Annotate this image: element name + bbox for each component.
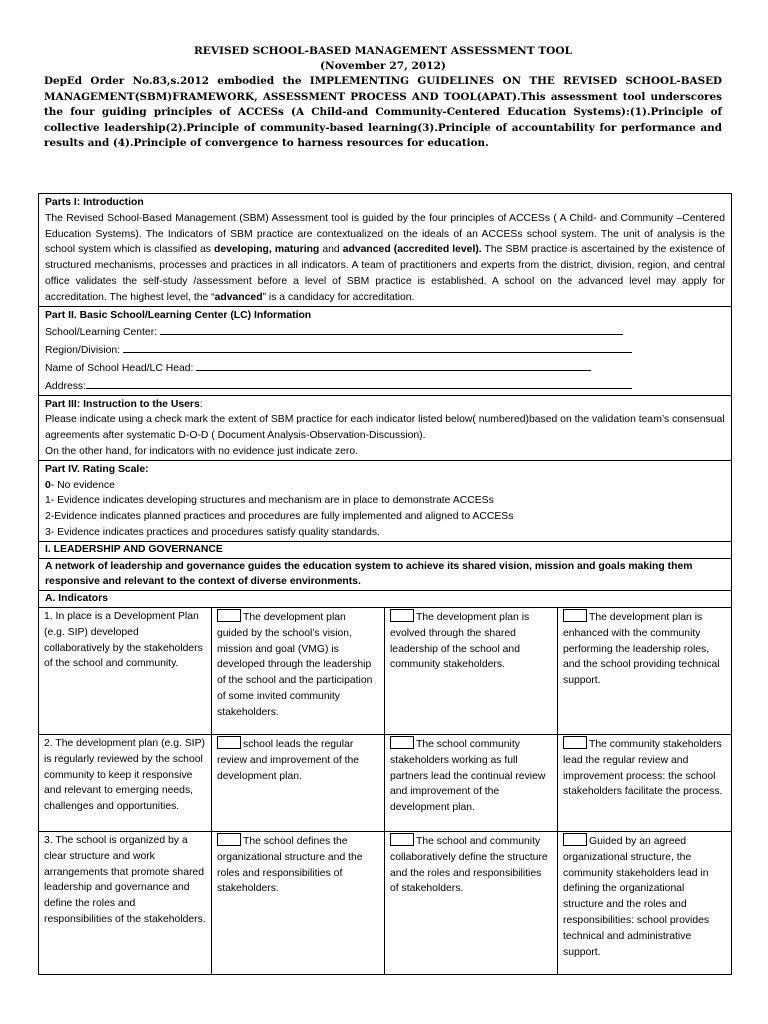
part3-section: [39, 396, 731, 461]
assessment-form: [38, 193, 732, 975]
leadership-description: A network of leadership and governance guides the education system to achieve its shared vision, mission and goals making them responsive and relevant to the context of diverse environments.: [39, 559, 731, 592]
rating-checkbox[interactable]: [217, 736, 241, 749]
rating-checkbox[interactable]: [390, 833, 414, 846]
intro-paragraph: DepEd Order No.83,s.2012 embodied the IMPLEMENTING GUIDELINES ON THE REVISED SCHOOL-BASED MANAGEMENT(SBM)FRAMEWORK, ASSESSMENT PROCESS AND TOOL(APAT).This assessment tool underscores the four guiding principles of ACCESs (A Child-and Community-Centered Education Systems):(1).Principle of collective leadership(2).Principle of community-based learning(3).Principle of accountability for performance and results and (4).Principle of convergence to harness resources for education.: [44, 75, 722, 150]
part1-section: [39, 194, 731, 307]
field-school[interactable]: School/Learning Center:: [45, 323, 725, 341]
indicators-label: A. Indicators: [39, 591, 731, 608]
rating-checkbox[interactable]: [563, 736, 587, 749]
rating-3: 3- Evidence indicates practices and procedures satisfy quality standards.: [45, 526, 380, 538]
part1-heading: Parts I: Introduction: [45, 197, 144, 208]
part2-section: [39, 307, 731, 396]
part1-text: The Revised School-Based Management (SBM) Assessment tool is guided by the four principles of ACCESs ( A Child- and Community –Centered Education Systems). The Indicators of SBM practice are contextualized on the ideals of an ACCESs school system. The unit of analysis is the school system which is classified as developing, maturing and advanced (accredited level). The SBM practice is ascertained by the existence of structured mechanisms, processes and practices in all indicators. A team of practitioners and experts from the district, division, region, and central office validates the self-study /assessment before a level of SBM practice is established. A school on the advanced level may apply for accreditation. The highest level, the “advanced” is a candidacy for accreditation.: [45, 212, 725, 303]
level-3-cell: The development plan is enhanced with the community performing the leadership roles, and the school providing technical support.: [558, 608, 731, 734]
field-address[interactable]: Address:: [45, 377, 725, 395]
rating-checkbox[interactable]: [217, 833, 241, 846]
document-title: REVISED SCHOOL-BASED MANAGEMENT ASSESSMENT TOOL: [193, 45, 573, 57]
indicator-text: 1. In place is a Development Plan (e.g. SIP) developed collaboratively by the stakeholders of the school and community.: [39, 608, 212, 734]
region-blank[interactable]: [123, 341, 632, 353]
school-blank[interactable]: [160, 323, 623, 335]
level-2-cell: The development plan is evolved through the shared leadership of the school and community stakeholders.: [385, 608, 558, 734]
indicator-row: [39, 832, 731, 975]
rating-2: 2-Evidence indicates planned practices and procedures are fully implemented and aligned to ACCESs: [45, 511, 514, 523]
level-2-cell: The school and community collaboratively define the structure and the roles and responsibilities of stakeholders.: [385, 832, 558, 975]
level-1-cell: school leads the regular review and improvement of the development plan.: [212, 735, 385, 831]
rating-checkbox[interactable]: [390, 736, 414, 749]
head-blank[interactable]: [196, 359, 591, 371]
level-3-cell: Guided by an agreed organizational structure, the community stakeholders lead in defining the organizational structure and the roles and responsibilities: school provides technical and administrative support.: [558, 832, 731, 975]
document-header: [44, 44, 722, 152]
indicator-row: [39, 608, 731, 735]
field-head[interactable]: Name of School Head/LC Head:: [45, 359, 725, 377]
field-region[interactable]: Region/Division:: [45, 341, 725, 359]
rating-0: 0- No evidence: [45, 479, 115, 491]
part3-text: Please indicate using a check mark the extent of SBM practice for each indicator listed below( numbered)based on the validation team’s consensual agreements after systematic D-O-D ( Document Analysis-Observation-Discussion).: [45, 414, 725, 442]
part4-heading: Part IV. Rating Scale:: [45, 463, 149, 475]
address-blank[interactable]: [86, 377, 632, 389]
level-1-cell: The school defines the organizational structure and the roles and responsibilities of stakeholders.: [212, 832, 385, 975]
indicator-text: 3. The school is organized by a clear structure and work arrangements that promote shared leadership and governance and define the roles and responsibilities of the stakeholders.: [39, 832, 212, 975]
rating-1: 1- Evidence indicates developing structures and mechanism are in place to demonstrate ACCESs: [45, 495, 494, 507]
part2-heading: Part II. Basic School/Learning Center (LC) Information: [45, 309, 312, 321]
part3-text2: On the other hand, for indicators with no evidence just indicate zero.: [45, 445, 359, 457]
rating-checkbox[interactable]: [563, 833, 587, 846]
level-1-cell: The development plan guided by the school’s vision, mission and goal (VMG) is developed through the leadership of the school and the participation of some invited community stakeholders.: [212, 608, 385, 734]
leadership-heading: I. LEADERSHIP AND GOVERNANCE: [39, 542, 731, 559]
part4-section: [39, 461, 731, 542]
indicator-row: [39, 735, 731, 832]
rating-checkbox[interactable]: [217, 609, 241, 622]
rating-checkbox[interactable]: [390, 609, 414, 622]
document-date: (November 27, 2012): [320, 60, 446, 72]
level-2-cell: The school community stakeholders working as full partners lead the continual review and improvement of the development plan.: [385, 735, 558, 831]
level-3-cell: The community stakeholders lead the regular review and improvement process: the school stakeholders facilitate the process.: [558, 735, 731, 831]
part3-heading-line: Part III: Instruction to the Users:: [45, 398, 203, 410]
indicator-text: 2. The development plan (e.g. SIP) is regularly reviewed by the school community to keep it responsive and relevant to emerging needs, challenges and opportunities.: [39, 735, 212, 831]
rating-checkbox[interactable]: [563, 609, 587, 622]
